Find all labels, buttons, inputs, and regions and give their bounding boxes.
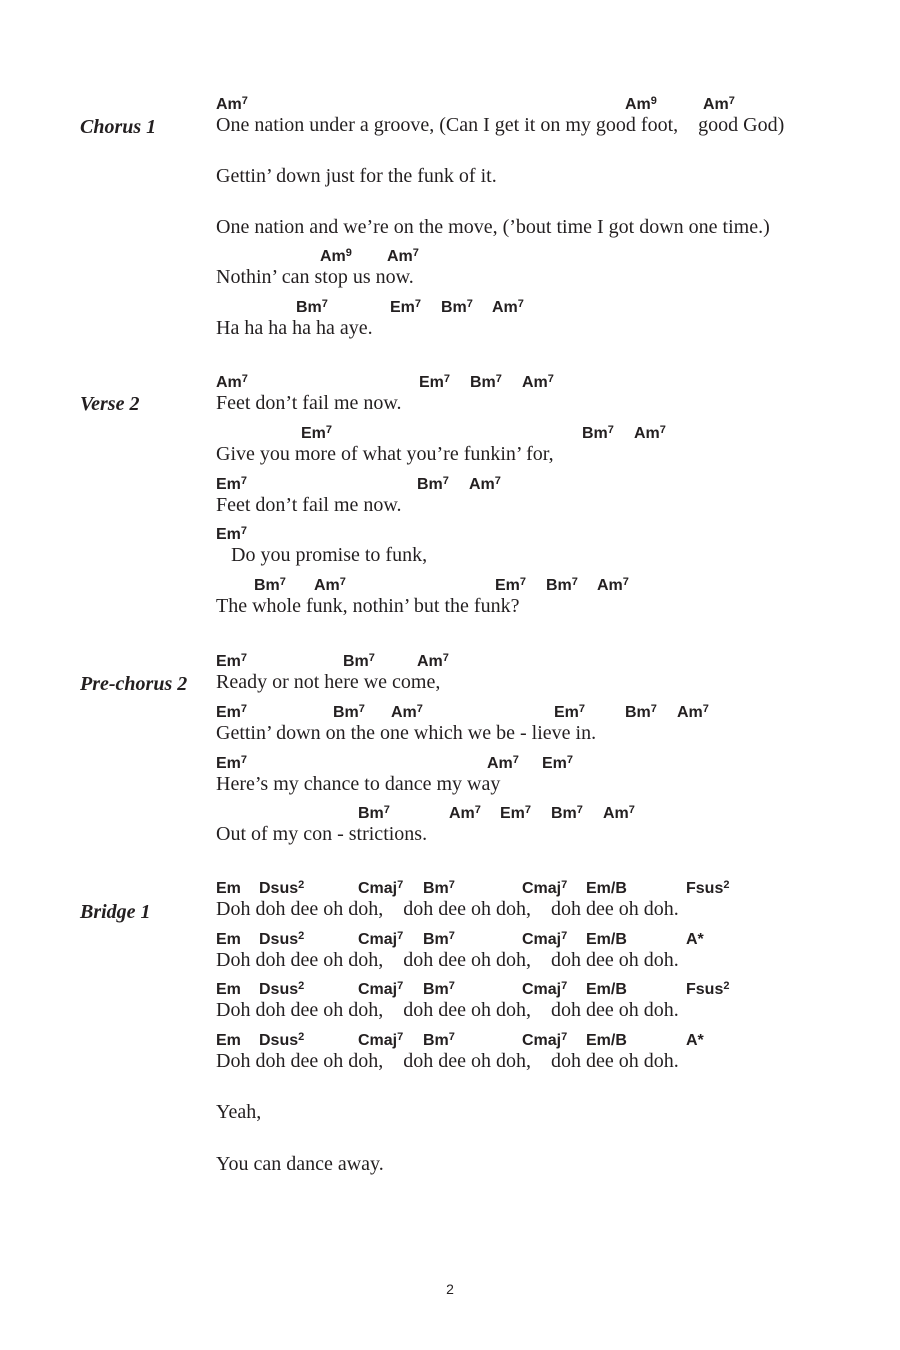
- chord-root: Bm: [254, 577, 280, 594]
- chord-extension: 7: [414, 298, 422, 310]
- chord-symbol: [597, 577, 629, 596]
- chord-root: Em: [554, 704, 579, 721]
- chord-root: Em: [495, 577, 520, 594]
- chord-symbol: [492, 299, 524, 318]
- lyric-text: Doh doh dee oh doh, doh dee oh doh, doh dee oh doh.: [216, 999, 679, 1021]
- chord-root: Em: [542, 755, 567, 772]
- chord-root: Am: [597, 577, 623, 594]
- chord-extension: 7: [524, 804, 532, 816]
- lyric-line: [216, 880, 876, 930]
- lyric-text: One nation under a groove, (Can I get it on my good foot, good God): [216, 114, 785, 136]
- chord-root: Em/B: [586, 981, 627, 998]
- section-label: Chorus 1: [80, 116, 157, 138]
- chord-extension: 7: [443, 373, 451, 385]
- chord-root: Fsus: [686, 880, 724, 897]
- chord-root: Fsus: [686, 981, 724, 998]
- lyric-text: Here’s my chance to dance my way: [216, 773, 501, 795]
- chord-symbol: [500, 805, 531, 824]
- lyric-line: [216, 425, 876, 475]
- lyric-line: [216, 1032, 876, 1082]
- chord-extension: 7: [494, 475, 501, 487]
- lyric-line: [216, 577, 876, 627]
- page-number: 2: [446, 1281, 454, 1297]
- chord-extension: 7: [442, 475, 449, 487]
- chord-extension: 7: [547, 373, 554, 385]
- chord-symbol: [469, 476, 501, 495]
- lyric-text: Give you more of what you’re funkin’ for,: [216, 443, 554, 465]
- chord-root: Em: [216, 981, 241, 998]
- chord-extension: 7: [495, 373, 502, 385]
- lyric-text: Doh doh dee oh doh, doh dee oh doh, doh dee oh doh.: [216, 1050, 679, 1072]
- chord-extension: 7: [241, 95, 248, 107]
- chord-extension: 7: [571, 576, 578, 588]
- chord-symbol: [417, 476, 449, 495]
- chord-root: Cmaj: [522, 880, 562, 897]
- chord-extension: 7: [561, 980, 568, 992]
- chord-root: Cmaj: [358, 1032, 398, 1049]
- chord-root: Bm: [582, 425, 608, 442]
- chord-extension: 7: [561, 1031, 568, 1043]
- chord-root: Em: [216, 931, 241, 948]
- chord-root: Am: [449, 805, 475, 822]
- chord-symbol: [586, 931, 627, 949]
- chord-extension: 2: [298, 980, 305, 992]
- chord-root: Bm: [441, 299, 467, 316]
- chord-root: Cmaj: [358, 931, 398, 948]
- chord-root: Bm: [551, 805, 577, 822]
- chord-extension: 7: [566, 754, 574, 766]
- lyric-text: Nothin’ can stop us now.: [216, 266, 414, 288]
- lyric-line: [216, 981, 876, 1031]
- chord-root: Am: [677, 704, 703, 721]
- lyric-text: Ready or not here we come,: [216, 671, 441, 693]
- lyric-text: Do you promise to funk,: [216, 544, 428, 566]
- chord-extension: 7: [728, 95, 735, 107]
- chord-extension: 7: [578, 703, 586, 715]
- chord-extension: 2: [298, 879, 305, 891]
- chord-root: Am: [625, 96, 651, 113]
- lyric-line: [216, 755, 876, 805]
- chord-root: Dsus: [259, 880, 299, 897]
- chord-root: Bm: [423, 1032, 449, 1049]
- chord-root: Cmaj: [358, 981, 398, 998]
- lyric-text: Doh doh dee oh doh, doh dee oh doh, doh dee oh doh.: [216, 949, 679, 971]
- chord-root: Dsus: [259, 981, 299, 998]
- chord-root: Em: [216, 880, 241, 897]
- lyric-text: The whole funk, nothin’ but the funk?: [216, 595, 520, 617]
- chord-root: Em: [301, 425, 326, 442]
- chord-root: Em: [390, 299, 415, 316]
- chord-root: Em: [216, 476, 241, 493]
- chord-extension: 7: [368, 652, 375, 664]
- chord-extension: 7: [561, 930, 568, 942]
- chord-symbol: [470, 374, 502, 393]
- chord-extension: 7: [240, 475, 248, 487]
- chord-root: Bm: [417, 476, 443, 493]
- chord-root: Am: [603, 805, 629, 822]
- chord-root: Bm: [296, 299, 322, 316]
- chord-root: Bm: [546, 577, 572, 594]
- chord-root: Em: [216, 755, 241, 772]
- chord-symbol: [216, 931, 241, 949]
- lyric-text: Ha ha ha ha ha aye.: [216, 317, 373, 339]
- chord-extension: 9: [650, 95, 657, 107]
- chord-extension: 7: [416, 703, 423, 715]
- lyric-line: [216, 374, 876, 424]
- chord-root: Am: [492, 299, 518, 316]
- chord-symbol: [390, 299, 421, 318]
- chord-root: Em: [216, 526, 241, 543]
- chord-extension: 7: [412, 247, 419, 259]
- chord-root: Am: [634, 425, 660, 442]
- chord-extension: 7: [466, 298, 473, 310]
- chord-extension: 7: [607, 424, 614, 436]
- lyric-line: [216, 198, 876, 248]
- chord-symbol: [686, 981, 729, 1000]
- section-label: Pre-chorus 2: [80, 673, 188, 695]
- chord-extension: 7: [576, 804, 583, 816]
- chord-root: Em: [216, 704, 241, 721]
- lyric-line: [216, 653, 876, 703]
- chord-root: Bm: [470, 374, 496, 391]
- lyric-text: Doh doh dee oh doh, doh dee oh doh, doh dee oh doh.: [216, 898, 679, 920]
- chord-symbol: [546, 577, 578, 596]
- chord-symbol: [216, 880, 241, 898]
- chord-symbol: [686, 931, 704, 949]
- chord-root: Am: [522, 374, 548, 391]
- chord-extension: 7: [397, 930, 404, 942]
- lyric-text: Feet don’t fail me now.: [216, 392, 402, 414]
- lyric-line: [216, 299, 876, 349]
- chord-root: Cmaj: [358, 880, 398, 897]
- chord-root: Am: [417, 653, 443, 670]
- lyric-line: [216, 526, 876, 576]
- lyric-text: Out of my con - strictions.: [216, 823, 428, 845]
- chord-symbol: [586, 981, 627, 999]
- chord-extension: 2: [298, 930, 305, 942]
- chord-symbol: [419, 374, 450, 393]
- lyric-text: Yeah,: [216, 1101, 262, 1123]
- chord-symbol: [686, 880, 729, 899]
- chord-extension: 7: [442, 652, 449, 664]
- lyric-line: [216, 476, 876, 526]
- chord-root: Em/B: [586, 1032, 627, 1049]
- chord-extension: 7: [240, 652, 248, 664]
- chord-extension: 7: [448, 879, 455, 891]
- chord-extension: 7: [448, 1031, 455, 1043]
- section-label: Verse 2: [80, 393, 140, 415]
- chord-extension: 7: [397, 1031, 404, 1043]
- chord-root: Bm: [625, 704, 651, 721]
- chord-extension: 7: [240, 525, 248, 537]
- chord-root: Dsus: [259, 931, 299, 948]
- chord-symbol: [441, 299, 473, 318]
- chord-extension: 7: [622, 576, 629, 588]
- chord-extension: 7: [650, 703, 657, 715]
- chord-root: Dsus: [259, 1032, 299, 1049]
- chord-extension: 7: [279, 576, 286, 588]
- lyric-text: You can dance away.: [216, 1153, 384, 1175]
- lyric-line: [216, 248, 876, 298]
- lyric-line: [216, 805, 876, 855]
- chord-extension: 7: [397, 980, 404, 992]
- lyric-line: [216, 1083, 876, 1133]
- chord-extension: 2: [723, 879, 730, 891]
- chord-extension: 7: [240, 703, 248, 715]
- chord-extension: 7: [702, 703, 709, 715]
- chord-root: Am: [487, 755, 513, 772]
- chord-extension: 7: [561, 879, 568, 891]
- lyric-text: Feet don’t fail me now.: [216, 494, 402, 516]
- chord-extension: 7: [448, 930, 455, 942]
- chord-extension: 7: [325, 424, 333, 436]
- chord-extension: 7: [519, 576, 527, 588]
- chord-root: Em/B: [586, 931, 627, 948]
- chord-root: Cmaj: [522, 931, 562, 948]
- chord-symbol: [542, 755, 573, 774]
- chord-extension: 7: [448, 980, 455, 992]
- chord-root: Bm: [423, 931, 449, 948]
- chord-root: Em: [500, 805, 525, 822]
- chord-root: Bm: [333, 704, 359, 721]
- chord-symbol: [551, 805, 583, 824]
- chord-symbol: [216, 1032, 241, 1050]
- chord-extension: 7: [321, 298, 328, 310]
- chord-extension: 2: [723, 980, 730, 992]
- chord-root: Bm: [423, 981, 449, 998]
- chord-extension: 7: [241, 373, 248, 385]
- chord-root: Am: [469, 476, 495, 493]
- chord-root: Am: [216, 374, 242, 391]
- chord-symbol: [449, 805, 481, 824]
- section-label: Bridge 1: [80, 901, 151, 923]
- lyric-line: [216, 704, 876, 754]
- chord-extension: 7: [397, 879, 404, 891]
- chord-extension: 7: [358, 703, 365, 715]
- chord-root: Bm: [358, 805, 384, 822]
- chord-root: Em/B: [586, 880, 627, 897]
- chord-symbol: [586, 1032, 627, 1050]
- chord-extension: 2: [298, 1031, 305, 1043]
- chord-symbol: [522, 374, 554, 393]
- chord-symbol: [603, 805, 635, 824]
- chord-root: A*: [686, 1032, 704, 1049]
- chord-extension: 7: [339, 576, 346, 588]
- chord-extension: 7: [383, 804, 390, 816]
- chord-root: Em: [216, 653, 241, 670]
- chord-root: Am: [216, 96, 242, 113]
- chord-root: Bm: [343, 653, 369, 670]
- chord-extension: 7: [659, 424, 666, 436]
- chord-symbol: [625, 704, 657, 723]
- chord-extension: 7: [474, 804, 481, 816]
- chord-root: Em: [419, 374, 444, 391]
- chord-extension: 7: [517, 298, 524, 310]
- lyric-text: Gettin’ down on the one which we be - lieve in.: [216, 722, 597, 744]
- chord-symbol: [677, 704, 709, 723]
- chord-root: Em: [216, 1032, 241, 1049]
- chord-root: Am: [391, 704, 417, 721]
- chord-symbol: [686, 1032, 704, 1050]
- chord-root: Cmaj: [522, 981, 562, 998]
- chord-root: Am: [703, 96, 729, 113]
- chord-extension: 7: [240, 754, 248, 766]
- lyric-line: [216, 931, 876, 981]
- chord-root: Cmaj: [522, 1032, 562, 1049]
- lyric-line: [216, 1135, 876, 1185]
- lyric-line: [216, 96, 876, 146]
- lyric-text: One nation and we’re on the move, (’bout time I got down one time.): [216, 216, 770, 238]
- chord-symbol: [586, 880, 627, 898]
- chord-symbol: [582, 425, 614, 444]
- chord-root: Am: [387, 248, 413, 265]
- chord-symbol: [634, 425, 666, 444]
- chord-extension: 7: [628, 804, 635, 816]
- lyric-line: [216, 147, 876, 197]
- chord-root: A*: [686, 931, 704, 948]
- chord-extension: 9: [345, 247, 352, 259]
- lyric-text: Gettin’ down just for the funk of it.: [216, 165, 497, 187]
- chord-root: Am: [314, 577, 340, 594]
- chord-root: Am: [320, 248, 346, 265]
- chord-symbol: [216, 981, 241, 999]
- chord-extension: 7: [512, 754, 519, 766]
- chord-root: Bm: [423, 880, 449, 897]
